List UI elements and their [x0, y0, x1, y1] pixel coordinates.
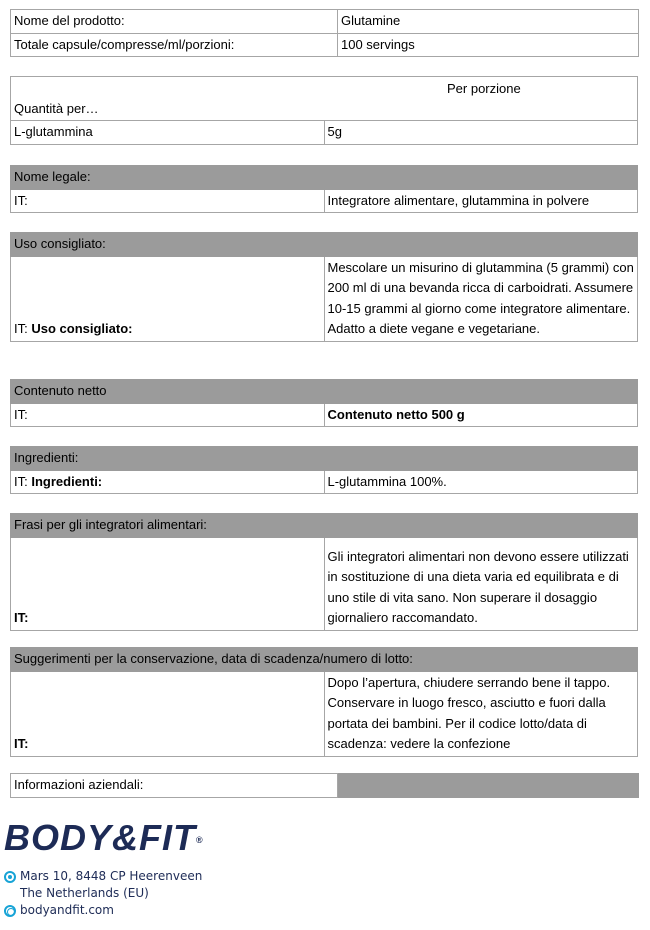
usage-value: Mescolare un misurino di glutammina (5 grammi) con 200 ml di una bevanda ricca di carboidrati. Assumere 10-15 grammi al giorno come integratore alimentare. Adatto a diete vegane e vegetariane. [324, 256, 638, 341]
table-row [11, 537, 638, 630]
legal-name-value: Integratore alimentare, glutammina in polvere [324, 189, 638, 213]
table-row [11, 33, 639, 57]
website-row [4, 902, 202, 919]
total-servings-value: 100 servings [338, 33, 639, 57]
quantity-per-label: Quantità per… [14, 100, 99, 116]
legal-name-header: Nome legale: [11, 166, 638, 190]
net-content-lang: IT: [11, 403, 325, 427]
net-content-text: Contenuto netto 500 g [327, 406, 465, 422]
usage-lang-cell [11, 256, 325, 341]
total-servings-label: Totale capsule/compresse/ml/porzioni: [11, 33, 338, 57]
net-content-table [10, 379, 638, 427]
table-row [11, 256, 638, 341]
address-line-1: Mars 10, 8448 CP Heerenveen [20, 869, 203, 883]
supplement-phrases-header: Frasi per gli integratori alimentari: [11, 514, 638, 538]
globe-icon [4, 905, 16, 917]
quantity-table [10, 76, 638, 145]
usage-table [10, 232, 638, 342]
ingredients-bold-label: Ingredienti: [31, 473, 103, 489]
storage-value: Dopo l’apertura, chiudere serrando bene il tappo. Conservare in luogo fresco, asciutto e fuori dalla portata dei bambini. Per il codice lotto/data di scadenza: vedere la confezione [324, 671, 638, 756]
logo-text: BODY&FIT [4, 817, 196, 858]
per-portion-header: Per porzione [447, 81, 521, 96]
ingredient-label: L-glutammina [11, 121, 325, 145]
table-row [11, 774, 639, 798]
company-header: Informazioni aziendali: [11, 774, 338, 798]
quantity-header-cell [11, 77, 638, 121]
table-row [11, 189, 638, 213]
storage-table [10, 647, 638, 757]
company-address [4, 868, 202, 919]
ingredients-value: L-glutammina 100%. [324, 470, 638, 494]
ingredients-lang-cell [11, 470, 325, 494]
supplement-phrases-lang: IT: [14, 610, 29, 625]
supplement-phrases-table [10, 513, 638, 631]
product-name-value: Glutamine [338, 10, 639, 34]
website-link[interactable]: bodyandfit.com [20, 903, 114, 917]
ingredients-table [10, 446, 638, 494]
location-pin-icon [4, 871, 16, 883]
table-row [11, 671, 638, 756]
ingredient-value: 5g [324, 121, 638, 145]
storage-lang-cell [11, 671, 325, 756]
table-row [11, 77, 638, 121]
section-header-row [11, 648, 638, 672]
product-table [10, 9, 639, 57]
address-row [4, 868, 202, 885]
usage-lang: IT: [14, 321, 28, 336]
storage-header: Suggerimenti per la conservazione, data di scadenza/numero di lotto: [11, 648, 638, 672]
product-name-label: Nome del prodotto: [11, 10, 338, 34]
table-row [11, 403, 638, 427]
section-header-row [11, 447, 638, 471]
net-content-value [324, 403, 638, 427]
net-content-header: Contenuto netto [11, 380, 638, 404]
brand-logo [4, 818, 204, 858]
usage-header: Uso consigliato: [11, 233, 638, 257]
ingredients-header: Ingredienti: [11, 447, 638, 471]
address-line-2: The Netherlands (EU) [20, 886, 149, 900]
table-row [11, 121, 638, 145]
company-value-cell [338, 774, 639, 798]
legal-name-lang: IT: [11, 189, 325, 213]
ingredients-lang: IT: [14, 473, 28, 489]
usage-bold-label: Uso consigliato: [31, 321, 133, 336]
table-row [11, 470, 638, 494]
section-header-row [11, 514, 638, 538]
storage-lang: IT: [14, 736, 29, 751]
section-header-row [11, 380, 638, 404]
table-row [11, 10, 639, 34]
registered-mark: ® [196, 835, 204, 845]
supplement-phrases-value: Gli integratori alimentari non devono essere utilizzati in sostituzione di una dieta varia ed equilibrata e di uno stile di vita sano. Non superare il dosaggio giornaliero raccomandato. [324, 537, 638, 630]
supplement-phrases-lang-cell [11, 537, 325, 630]
section-header-row [11, 166, 638, 190]
section-header-row [11, 233, 638, 257]
address-row [4, 885, 202, 902]
legal-name-table [10, 165, 638, 213]
company-table [10, 773, 639, 798]
